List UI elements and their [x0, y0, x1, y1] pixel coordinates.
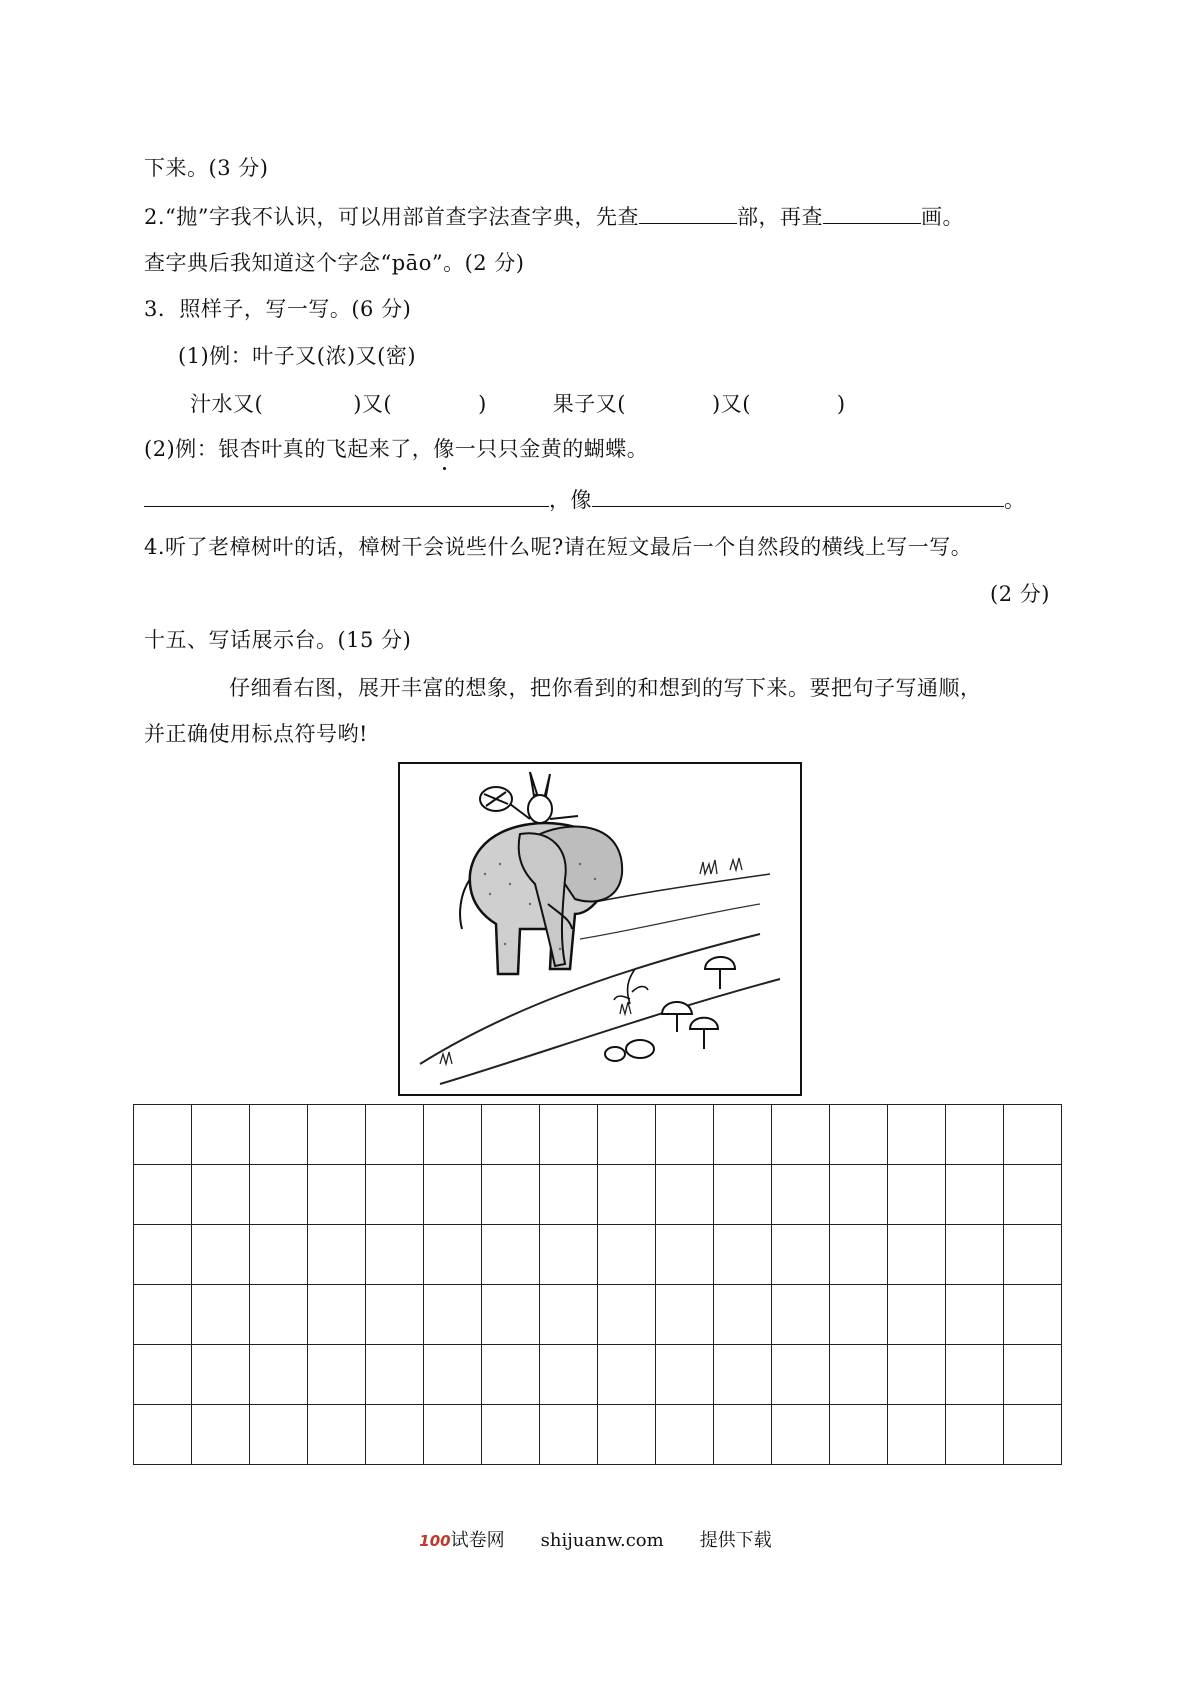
question-2-cont: 查字典后我知道这个字念“pāo”。(2 分) — [144, 251, 525, 275]
question-4-score: (2 分) — [990, 582, 1050, 606]
grid-row — [134, 1105, 1062, 1165]
question-3-1-fill — [190, 389, 846, 419]
grid-cell[interactable] — [192, 1405, 250, 1465]
example-post: 一只只金黄的蝴蝶。 — [454, 437, 649, 461]
grid-row — [134, 1165, 1062, 1225]
grid-cell[interactable] — [134, 1105, 192, 1165]
grid-cell[interactable] — [830, 1225, 888, 1285]
juice-c: ) — [478, 392, 487, 416]
grid-cell[interactable] — [946, 1105, 1004, 1165]
brand-logo-100: 100 — [419, 1532, 451, 1550]
grid-cell[interactable] — [308, 1345, 366, 1405]
grid-cell[interactable] — [714, 1285, 772, 1345]
grid-cell[interactable] — [308, 1405, 366, 1465]
footer-site[interactable]: shijuanw.com — [540, 1530, 664, 1551]
grid-cell[interactable] — [482, 1405, 540, 1465]
grid-cell[interactable] — [134, 1285, 192, 1345]
grid-cell[interactable] — [830, 1405, 888, 1465]
grid-cell[interactable] — [482, 1225, 540, 1285]
grid-cell[interactable] — [424, 1165, 482, 1225]
grid-cell[interactable] — [1004, 1405, 1062, 1465]
grid-cell[interactable] — [482, 1345, 540, 1405]
grid-cell[interactable] — [888, 1105, 946, 1165]
grid-cell[interactable] — [946, 1225, 1004, 1285]
writing-grid — [133, 1104, 1062, 1465]
grid-cell[interactable] — [192, 1165, 250, 1225]
grid-row — [134, 1285, 1062, 1345]
emphasis-char: 像 — [433, 434, 455, 464]
grid-cell[interactable] — [598, 1285, 656, 1345]
grid-cell[interactable] — [1004, 1105, 1062, 1165]
q2-text-c: 画。 — [921, 205, 965, 229]
grid-cell[interactable] — [830, 1345, 888, 1405]
grid-cell[interactable] — [888, 1225, 946, 1285]
grid-cell[interactable] — [250, 1345, 308, 1405]
grid-cell[interactable] — [366, 1165, 424, 1225]
line-continuation: 下来。(3 分) — [144, 156, 269, 180]
sentence-blank-2[interactable] — [592, 484, 1004, 507]
q2-text-b: 部，再查 — [737, 205, 824, 229]
q2-blank-radical[interactable] — [639, 201, 737, 224]
grid-cell[interactable] — [598, 1345, 656, 1405]
grid-cell[interactable] — [250, 1225, 308, 1285]
illustration-svg — [400, 764, 800, 1094]
grid-cell[interactable] — [714, 1405, 772, 1465]
question-3-2-example — [144, 434, 648, 464]
q2-text-a: 2.“抛”字我不认识，可以用部首查字法查字典，先查 — [144, 205, 640, 229]
grid-cell[interactable] — [656, 1405, 714, 1465]
grid-cell[interactable] — [656, 1105, 714, 1165]
grid-cell[interactable] — [424, 1345, 482, 1405]
section-15-heading: 十五、写话展示台。(15 分) — [144, 628, 412, 652]
example-pre: (2)例：银杏叶真的飞起来了， — [144, 437, 434, 461]
question-2 — [144, 201, 964, 232]
grid-cell[interactable] — [540, 1405, 598, 1465]
sentence-end: 。 — [1004, 488, 1026, 512]
grid-cell[interactable] — [366, 1405, 424, 1465]
grid-cell[interactable] — [482, 1105, 540, 1165]
footer — [0, 1526, 1191, 1552]
grid-cell[interactable] — [714, 1165, 772, 1225]
grid-cell[interactable] — [1004, 1345, 1062, 1405]
grid-cell[interactable] — [714, 1225, 772, 1285]
grid-cell[interactable] — [598, 1225, 656, 1285]
grid-cell[interactable] — [192, 1345, 250, 1405]
grid-cell[interactable] — [714, 1345, 772, 1405]
grid-cell[interactable] — [540, 1105, 598, 1165]
grid-cell[interactable] — [424, 1285, 482, 1345]
grid-cell[interactable] — [250, 1105, 308, 1165]
grid-cell[interactable] — [192, 1285, 250, 1345]
section-15-desc-2: 并正确使用标点符号哟! — [144, 722, 368, 746]
grid-cell[interactable] — [308, 1225, 366, 1285]
grid-cell[interactable] — [250, 1285, 308, 1345]
grid-cell[interactable] — [772, 1345, 830, 1405]
grid-cell[interactable] — [366, 1225, 424, 1285]
grid-row — [134, 1225, 1062, 1285]
fruit-b: )又( — [712, 392, 751, 416]
juice-a: 汁水又( — [190, 392, 264, 416]
grid-cell[interactable] — [1004, 1165, 1062, 1225]
grid-row — [134, 1405, 1062, 1465]
grid-cell[interactable] — [134, 1345, 192, 1405]
grid-cell[interactable] — [772, 1165, 830, 1225]
grid-cell[interactable] — [366, 1285, 424, 1345]
grid-cell[interactable] — [888, 1285, 946, 1345]
grid-cell[interactable] — [540, 1225, 598, 1285]
grid-cell[interactable] — [540, 1165, 598, 1225]
question-3-2-fill — [144, 484, 1026, 515]
grid-cell[interactable] — [308, 1105, 366, 1165]
grid-cell[interactable] — [830, 1105, 888, 1165]
grid-cell[interactable] — [598, 1405, 656, 1465]
question-4: 4.听了老樟树叶的话，樟树干会说些什么呢?请在短文最后一个自然段的横线上写一写。 — [144, 535, 973, 559]
grid-cell[interactable] — [656, 1345, 714, 1405]
grid-row — [134, 1345, 1062, 1405]
grid-cell[interactable] — [830, 1165, 888, 1225]
grid-cell[interactable] — [540, 1345, 598, 1405]
grid-cell[interactable] — [772, 1405, 830, 1465]
question-3-1-example: (1)例：叶子又(浓)又(密) — [178, 344, 417, 368]
grid-cell[interactable] — [772, 1225, 830, 1285]
grid-cell[interactable] — [772, 1285, 830, 1345]
grid-cell[interactable] — [830, 1285, 888, 1345]
grid-cell[interactable] — [656, 1225, 714, 1285]
grid-cell[interactable] — [134, 1165, 192, 1225]
juice-b: )又( — [353, 392, 393, 416]
grid-cell[interactable] — [598, 1105, 656, 1165]
grid-cell[interactable] — [308, 1165, 366, 1225]
footer-note: 提供下载 — [699, 1530, 772, 1551]
grid-cell[interactable] — [714, 1105, 772, 1165]
grid-cell[interactable] — [772, 1105, 830, 1165]
grid-cell[interactable] — [888, 1405, 946, 1465]
grid-cell[interactable] — [192, 1225, 250, 1285]
grid-cell[interactable] — [134, 1225, 192, 1285]
grid-cell[interactable] — [482, 1285, 540, 1345]
grid-cell[interactable] — [888, 1345, 946, 1405]
question-3: 3．照样子，写一写。(6 分) — [144, 297, 412, 321]
grid-cell[interactable] — [946, 1405, 1004, 1465]
grid-cell[interactable] — [366, 1345, 424, 1405]
grid-cell[interactable] — [424, 1225, 482, 1285]
q2-blank-strokes[interactable] — [823, 201, 921, 224]
grid-cell[interactable] — [366, 1105, 424, 1165]
grid-cell[interactable] — [540, 1285, 598, 1345]
grid-cell[interactable] — [946, 1345, 1004, 1405]
grid-cell[interactable] — [482, 1165, 540, 1225]
grid-cell[interactable] — [192, 1105, 250, 1165]
grid-cell[interactable] — [888, 1165, 946, 1225]
elephant-rabbit-illustration — [398, 762, 802, 1096]
grid-cell[interactable] — [250, 1165, 308, 1225]
section-15-desc-1: 仔细看右图，展开丰富的想象，把你看到的和想到的写下来。要把句子写通顺， — [229, 676, 982, 700]
grid-cell[interactable] — [250, 1405, 308, 1465]
grid-cell[interactable] — [134, 1405, 192, 1465]
grid-cell[interactable] — [1004, 1225, 1062, 1285]
sentence-mid: ，像 — [549, 488, 592, 512]
sentence-blank-1[interactable] — [144, 484, 549, 507]
grid-cell[interactable] — [656, 1285, 714, 1345]
fruit-c: ) — [836, 392, 846, 416]
brand-name: 试卷网 — [450, 1530, 505, 1551]
grid-cell[interactable] — [946, 1285, 1004, 1345]
grid-cell[interactable] — [308, 1285, 366, 1345]
fruit-a: 果子又( — [552, 392, 626, 416]
grid-cell[interactable] — [946, 1165, 1004, 1225]
grid-cell[interactable] — [424, 1405, 482, 1465]
grid-cell[interactable] — [1004, 1285, 1062, 1345]
grid-cell[interactable] — [656, 1165, 714, 1225]
grid-cell[interactable] — [598, 1165, 656, 1225]
grid-cell[interactable] — [424, 1105, 482, 1165]
